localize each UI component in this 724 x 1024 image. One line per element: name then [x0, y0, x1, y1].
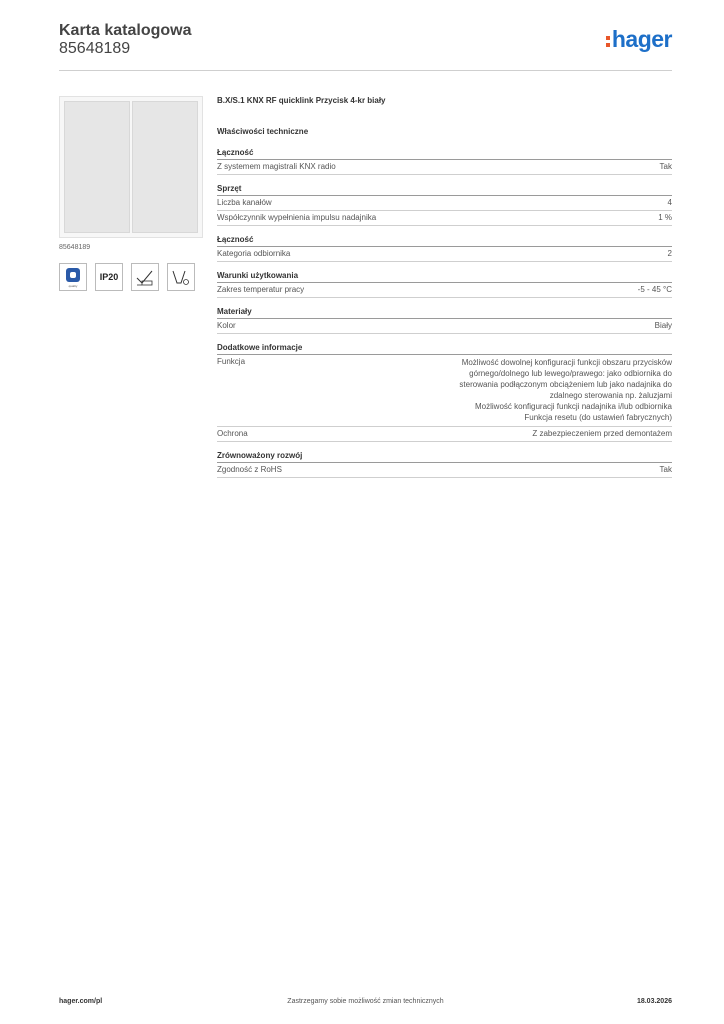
- spec-row: [217, 319, 672, 334]
- spec-value-multiline: [412, 357, 672, 423]
- spec-label: Funkcja: [217, 357, 246, 366]
- spec-label: Ochrona: [217, 429, 248, 438]
- hager-logo: [606, 26, 672, 53]
- spec-row: [217, 283, 672, 298]
- spec-value: Biały: [654, 321, 672, 330]
- spec-value: Tak: [659, 465, 672, 474]
- quality-mark-icon: quality: [59, 263, 87, 291]
- spec-row: [217, 196, 672, 211]
- footer-disclaimer: Zastrzegamy sobie możliwość zmian technicznych: [287, 998, 444, 1005]
- spec-row: [217, 247, 672, 262]
- page-header: [59, 20, 672, 71]
- group-additional-info: [217, 343, 672, 442]
- spec-label: Kolor: [217, 321, 236, 330]
- document-title: Karta katalogowa: [59, 22, 192, 39]
- logo-text: hager: [611, 26, 672, 52]
- spec-value: Tak: [659, 162, 672, 171]
- group-operating-conditions: [217, 271, 672, 298]
- switch-rocker-right: [132, 101, 198, 233]
- spec-row: [217, 463, 672, 478]
- product-image: [59, 96, 203, 238]
- spec-label: Z systemem magistrali KNX radio: [217, 162, 336, 171]
- spec-row: [217, 160, 672, 175]
- spec-row: [217, 355, 672, 427]
- product-name: B.X/S.1 KNX RF quicklink Przycisk 4-kr biały: [217, 96, 386, 105]
- spec-value: 1 %: [658, 213, 672, 222]
- function-line: sterowania podłączonym obciążeniem lub jako nadajnika do: [459, 380, 672, 389]
- logo-dots-icon: [606, 36, 610, 47]
- spec-label: Zakres temperatur pracy: [217, 285, 305, 294]
- footer-date: 18.03.2026: [636, 998, 672, 1005]
- surface-mount-icon: [131, 263, 159, 291]
- group-title: Zrównoważony rozwój: [217, 451, 672, 463]
- spec-value: 4: [667, 198, 672, 207]
- group-sustainability: [217, 451, 672, 478]
- ip20-label: IP20: [99, 272, 119, 282]
- group-hardware: [217, 184, 672, 226]
- group-title: Materiały: [217, 307, 672, 319]
- function-line: Możliwość konfiguracji funkcji nadajnika i/lub odbiornika: [475, 402, 672, 411]
- function-line: Funkcja resetu (do ustawień fabrycznych): [524, 413, 672, 422]
- group-title: Warunki użytkowania: [217, 271, 672, 283]
- spec-label: Kategoria odbiornika: [217, 249, 291, 258]
- function-line: Możliwość dowolnej konfiguracji funkcji obszaru przycisków: [461, 358, 672, 367]
- certification-icons: [59, 263, 195, 291]
- spec-row: [217, 427, 672, 442]
- spec-row: [217, 211, 672, 226]
- spec-label: Zgodność z RoHS: [217, 465, 282, 474]
- group-title: Dodatkowe informacje: [217, 343, 672, 355]
- section-heading: Właściwości techniczne: [217, 127, 309, 136]
- group-title: Łączność: [217, 235, 672, 247]
- function-line: górnego/dolnego lub lewego/prawego: jako odbiornika do: [469, 369, 672, 378]
- spec-value: -5 - 45 °C: [637, 285, 672, 294]
- flush-mount-icon: [167, 263, 195, 291]
- technical-content: [217, 96, 672, 487]
- switch-rocker-left: [64, 101, 130, 233]
- group-title: Łączność: [217, 148, 672, 160]
- spec-label: Liczba kanałów: [217, 198, 272, 207]
- page-footer: [59, 998, 672, 1010]
- group-connectivity: [217, 148, 672, 175]
- spec-value: Z zabezpieczeniem przed demontażem: [532, 429, 672, 438]
- footer-website-link[interactable]: hager.com/pl: [59, 998, 103, 1005]
- group-title: Sprzęt: [217, 184, 672, 196]
- spec-label: Współczynnik wypełnienia impulsu nadajnika: [217, 213, 377, 222]
- ip20-icon: [95, 263, 123, 291]
- function-line: zdalnego sterowania np. żaluzjami: [549, 391, 672, 400]
- group-connectivity-2: [217, 235, 672, 262]
- image-caption: 85648189: [59, 244, 91, 251]
- spec-value: 2: [667, 249, 672, 258]
- document-number: 85648189: [59, 40, 131, 57]
- group-materials: [217, 307, 672, 334]
